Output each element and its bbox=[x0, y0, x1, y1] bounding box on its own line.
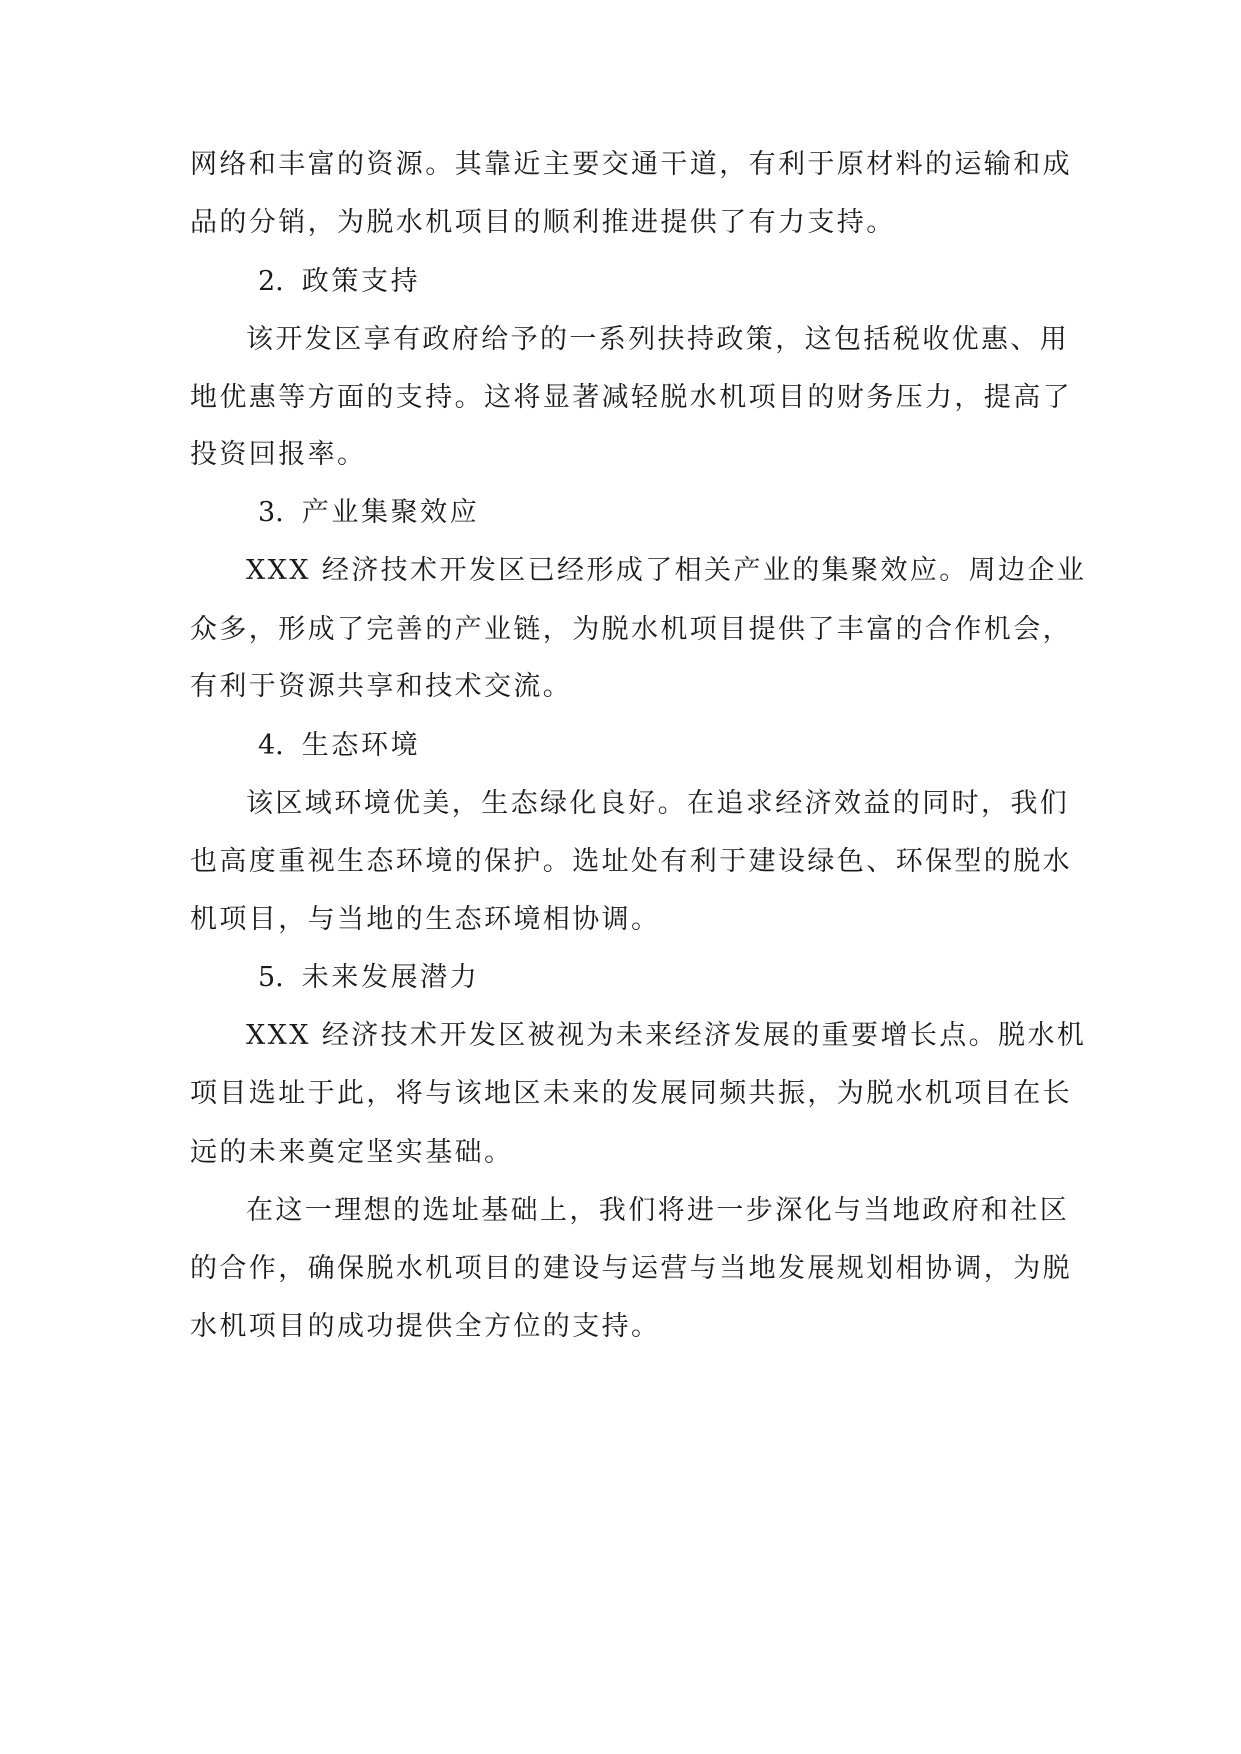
section-title: 生态环境 bbox=[301, 730, 421, 761]
paragraph-line: 水机项目的成功提供全方位的支持。 bbox=[190, 1311, 661, 1342]
paragraph-line: 的合作，确保脱水机项目的建设与运营与当地发展规划相协调，为脱 bbox=[190, 1253, 1072, 1284]
section-number: 3. bbox=[258, 497, 284, 528]
section-heading bbox=[258, 728, 420, 764]
paragraph-line: 也高度重视生态环境的保护。选址处有利于建设绿色、环保型的脱水 bbox=[190, 846, 1072, 877]
section-heading bbox=[258, 495, 479, 531]
section-number: 5. bbox=[258, 962, 284, 993]
section-heading bbox=[258, 960, 479, 996]
paragraph-line: 该区域环境优美，生态绿化良好。在追求经济效益的同时，我们 bbox=[246, 788, 1070, 819]
paragraph-line: 投资回报率。 bbox=[190, 439, 367, 470]
paragraph-line: 在这一理想的选址基础上，我们将进一步深化与当地政府和社区 bbox=[246, 1195, 1070, 1226]
paragraph-line: XXX 经济技术开发区已经形成了相关产业的集聚效应。周边企业 bbox=[246, 555, 1087, 586]
paragraph-line: 网络和丰富的资源。其靠近主要交通干道，有利于原材料的运输和成 bbox=[190, 149, 1072, 180]
section-title: 产业集聚效应 bbox=[301, 497, 480, 528]
paragraph-line: XXX 经济技术开发区被视为未来经济发展的重要增长点。脱水机 bbox=[246, 1020, 1087, 1051]
section-number: 4. bbox=[258, 730, 284, 761]
paragraph-line: 机项目，与当地的生态环境相协调。 bbox=[190, 904, 661, 935]
paragraph-line: 项目选址于此，将与该地区未来的发展同频共振，为脱水机项目在长 bbox=[190, 1078, 1072, 1109]
section-title: 未来发展潜力 bbox=[301, 962, 480, 993]
paragraph-line: 该开发区享有政府给予的一系列扶持政策，这包括税收优惠、用 bbox=[246, 324, 1070, 355]
section-number: 2. bbox=[258, 266, 284, 297]
paragraph-line: 品的分销，为脱水机项目的顺利推进提供了有力支持。 bbox=[190, 207, 896, 238]
paragraph-line: 众多，形成了完善的产业链，为脱水机项目提供了丰富的合作机会， bbox=[190, 614, 1072, 645]
section-heading bbox=[258, 264, 420, 300]
section-title: 政策支持 bbox=[301, 266, 421, 297]
paragraph-line: 远的未来奠定坚实基础。 bbox=[190, 1137, 514, 1168]
paragraph-line: 有利于资源共享和技术交流。 bbox=[190, 671, 573, 702]
paragraph-line: 地优惠等方面的支持。这将显著减轻脱水机项目的财务压力，提高了 bbox=[190, 382, 1072, 413]
